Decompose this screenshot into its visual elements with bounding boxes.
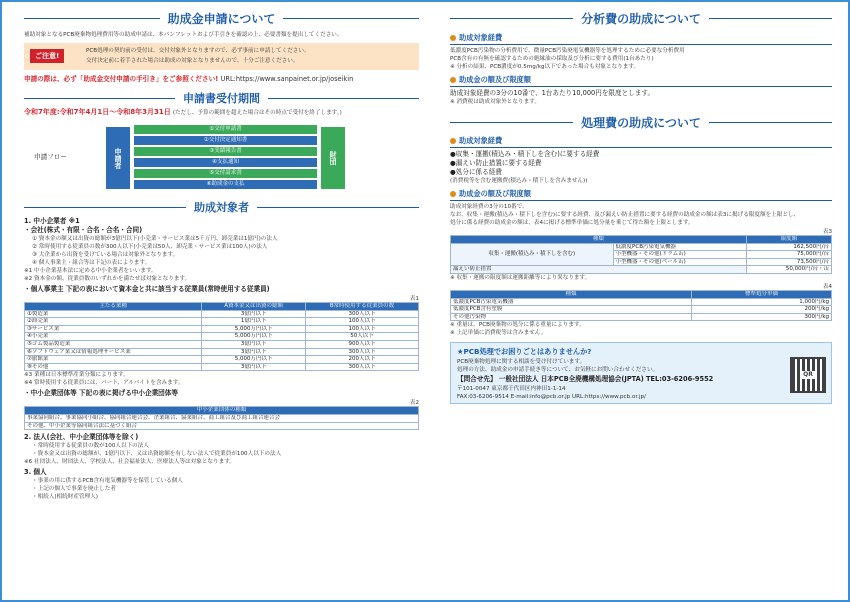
- table-cell: その他汚染物: [451, 313, 692, 321]
- table1-note-1: ※3 業種は日本標準産業分類によります。: [24, 372, 129, 379]
- table-cell: 300人以下: [306, 348, 419, 356]
- table4-note-1: ※ 重量は、PCB廃棄物の処分に係る重量によります。: [450, 322, 585, 329]
- table-cell: ⑧その他: [25, 363, 202, 371]
- table-cell: 1,000円/kg: [691, 298, 831, 306]
- analysis-heading: 分析費の助成について: [450, 10, 832, 26]
- analysis-target-line-2: PCB含有の有無を確認するための絶縁油の採取及び分析に要する費用(1台あたり): [450, 56, 654, 62]
- analysis-target-line-1: 低濃度PCB汚染物の分析費用で、微量PCB汚染廃電気機器等を処理するために必要な分析費用: [450, 48, 685, 54]
- table-row: [25, 333, 419, 341]
- table-row: [25, 363, 419, 371]
- table-cell: ⑤ゴム製品製造業: [25, 340, 202, 348]
- guide-text: 申請の際は、必ず「助成金交付申請の手引き」をご参照ください!: [24, 75, 219, 83]
- flow-foundation-box: 財団: [321, 127, 345, 189]
- disposal-target-line-1: ●収集・運搬(積込み・積下しを含む)に要する経費: [450, 150, 600, 158]
- bullet-icon: [450, 138, 456, 144]
- business-size-table: [24, 302, 419, 371]
- disposal-target-line-3: ●処分に係る経費: [450, 168, 502, 176]
- flow-step-6: ⑥助成金の支払: [134, 180, 317, 189]
- help-contact: 【問合せ先】 一般社団法人 日本PCB全廃機構処理協会(JPTA) TEL:03-6206-9552: [457, 375, 714, 384]
- table3-caption: 表3: [823, 229, 832, 235]
- section-2-note: ※6 社団法人、財団法人、学校法人、社会福祉法人、医療法人等は対象となります。: [24, 459, 235, 466]
- table3-header: 種類: [451, 236, 747, 244]
- bullet-icon: [450, 35, 456, 41]
- disposal-heading: 処理費の助成について: [450, 114, 832, 130]
- table-cell: 収集・運搬(積込み・積下しを含む): [451, 243, 614, 266]
- table1-header: A資本金又は出資の総額: [202, 303, 306, 311]
- analysis-amount-note: ※ 消費税は助成対象外となります。: [450, 99, 540, 105]
- flow-step-2: ②交付決定通知書: [134, 136, 317, 145]
- note-1: ※1 中小企業基本法に定める中小企業者をいいます。: [24, 268, 157, 274]
- table-row: [25, 422, 419, 430]
- table4-header: 標準処分単価: [691, 290, 831, 298]
- analysis-amount-heading: 助成金の額及び限度額: [450, 75, 832, 87]
- table1-caption: 表1: [410, 296, 419, 302]
- guide-line: [24, 75, 419, 84]
- table-cell: 小型機器・その他(ドラム缶): [613, 251, 746, 259]
- help-box: [450, 342, 832, 404]
- table-cell: 3億円以下: [202, 310, 306, 318]
- table-cell: 50,000円/台・缶: [746, 266, 831, 274]
- table-cell: 50人以下: [306, 333, 419, 341]
- table-cell: 200円/kg: [691, 306, 831, 314]
- table-row: [25, 325, 419, 333]
- flow-applicant-box: 申請者: [106, 127, 130, 189]
- table-row: [451, 306, 832, 314]
- table-cell: 300円/kg: [691, 313, 831, 321]
- table-cell: 3億円以下: [202, 340, 306, 348]
- table-cell: ⑥ソフトウェア業又は情報処理サービス業: [25, 348, 202, 356]
- table-cell: 5,000万円以下: [202, 333, 306, 341]
- table1-header: B常時使用する従業員の数: [306, 303, 419, 311]
- bullet-icon: [450, 191, 456, 197]
- help-line-2: 処理の方法、助成金の申請手続き等について、お気軽にお問い合わせください。: [457, 367, 659, 374]
- intro-text: 補助対象となるPCB廃棄物処理費用等の助成申請は、本パンフレットおよび手引きを確認の上、必要書類を提出してください。: [24, 32, 343, 38]
- qr-code-icon[interactable]: [790, 357, 826, 393]
- analysis-target-line-3: ※ 分析の結果、PCB濃度が0.5mg/kg以下であった場合も対象となります。: [450, 64, 640, 70]
- table-cell: 低濃度PCB汚染電気機器: [613, 243, 746, 251]
- section-3-line-3: ・相続人(相続財産管理人): [32, 494, 98, 501]
- help-title: ★PCB処理でお困りごとはありませんか?: [457, 347, 592, 357]
- table-row: [25, 318, 419, 326]
- table3-note: ※ 収集・運搬の限度額は運搬距離等により異なります。: [450, 274, 591, 281]
- table4-note-2: ※ 上記単価に消費税等は含みません。: [450, 330, 547, 337]
- section-2-line-1: ・常時使用する従業員の数が100人以下の法人: [32, 443, 149, 450]
- table-row: [25, 414, 419, 422]
- table-cell: 300人以下: [306, 363, 419, 371]
- flow-step-4: ④支払通知: [134, 158, 317, 167]
- disposal-unit-table: [450, 290, 832, 321]
- table-cell: 75,000円/台: [746, 251, 831, 259]
- table-cell: 事業協同組合、事業協同小組合、協同組合連合会、企業組合、協業組合、商工組合及び商工組合連合会: [25, 414, 419, 422]
- reception-period: [24, 108, 419, 117]
- period-dates: 令和7年度:令和7年4月1日〜令和8年3月31日: [24, 108, 171, 116]
- transport-limit-table: [450, 235, 832, 274]
- notice-badge: ご注意!: [30, 49, 64, 63]
- qr-code-label: QR: [803, 371, 813, 379]
- section-2-heading: 2. 法人(会社、中小企業団体等を除く): [24, 433, 139, 442]
- left-column: [24, 10, 419, 501]
- disposal-amount-line-2: なお、収集・運搬(積込み・積下しを含む)に要する経費、及び漏えい防止措置に要する経費の助成金の額は表3に掲げる限度額を上限とし、: [450, 212, 800, 218]
- table-row: [451, 313, 832, 321]
- notice-box: [24, 43, 419, 70]
- table-row: [451, 266, 832, 274]
- table-cell: 3億円以下: [202, 363, 306, 371]
- table-cell: 200人以下: [306, 356, 419, 364]
- reception-period-heading: 申請書受付期間: [24, 90, 419, 105]
- section-2-line-2: ・資本金又は出資の総額が、1億円以下、又は出資総額を有しない法人で従業員が100人以下の法人: [32, 451, 282, 458]
- company-line-1: ① 資本金の額又は出資の総額が3億円以下(小売業・サービス業は5千万円、卸売業は1億円)の法人: [32, 236, 278, 242]
- table-cell: 低濃度PCB汚染電気機器: [451, 298, 692, 306]
- note-2: ※2 資本金の額、従業員数のいずれかを満たせば対象となります。: [24, 276, 191, 282]
- table-cell: 73,500円/台: [746, 258, 831, 266]
- company-heading: ・会社(株式・有限・合名・合名・合同): [24, 226, 143, 234]
- table-row: [25, 356, 419, 364]
- table4-caption: 表4: [823, 283, 832, 290]
- cooperative-table: [24, 406, 419, 430]
- right-column: [450, 10, 832, 404]
- bullet-icon: [450, 77, 456, 83]
- table1-header: 主たる業種: [25, 303, 202, 311]
- table-cell: 100人以下: [306, 318, 419, 326]
- table-cell: 漏えい防止措置: [451, 266, 747, 274]
- section-3-line-2: ・上記の個人で事業を廃止した者: [32, 486, 116, 493]
- disposal-target-line-2: ●漏えい防止措置に要する経費: [450, 159, 542, 167]
- notice-line-2: 交付決定前に着手された場合は助成の対象となりませんので、十分ご注意ください。: [86, 58, 299, 64]
- individual-heading: ・個人事業主 下記の表において資本金と共に該当する従業員(常時使用する従業員): [24, 285, 270, 293]
- table-cell: その他、中小企業等協同組合法に基づく組合: [25, 422, 419, 430]
- notice-line-1: PCB処理の契約前の受付は、交付対象外となりますので、必ず事前に申請してください。: [86, 48, 310, 54]
- disposal-amount-heading: 助成金の額及び限度額: [450, 189, 832, 201]
- table-cell: 3億円以下: [202, 348, 306, 356]
- application-flow: [24, 121, 419, 197]
- table-cell: ③サービス業: [25, 325, 202, 333]
- coop-heading: ・中小企業団体等 下記の表に掲げる中小企業団体等: [24, 389, 178, 398]
- company-line-3: ③ 大企業から出資を受けている場合は対象外となります。: [32, 252, 179, 258]
- table-cell: 162,500円/台: [746, 243, 831, 251]
- disposal-amount-line-1: 助成対象経費の3分の10番で、: [450, 204, 528, 210]
- disposal-target-line-4: (消費税等を含む運搬費(積込み・積下しを含みません)): [450, 178, 588, 184]
- table4-header: 種類: [451, 290, 692, 298]
- disposal-amount-line-3: 処分に係る経費の助成金の額は、表4に掲げる標準単価に処分量を乗じて得た額を上限とします。: [450, 220, 694, 226]
- eligible-heading: 助成対象者: [24, 199, 419, 214]
- table-cell: ②卸売業: [25, 318, 202, 326]
- flow-step-5: ⑤交付請求書: [134, 169, 317, 178]
- help-address: 〒101-0047 東京都千代田区内神田1-1-14: [457, 386, 566, 393]
- table-cell: ⑦旅館業: [25, 356, 202, 364]
- section-3-line-1: ・事業の用に供するPCB含有電気機器等を保管している個人: [32, 478, 183, 485]
- table-cell: 300人以下: [306, 310, 419, 318]
- table-row: [451, 298, 832, 306]
- section-3-heading: 3. 個人: [24, 468, 47, 477]
- flow-step-1: ①交付申請書: [134, 125, 317, 134]
- table-cell: 1億円以下: [202, 318, 306, 326]
- flow-label: 申請フロー: [34, 153, 67, 161]
- table-cell: ①製造業: [25, 310, 202, 318]
- table2-caption: 表2: [410, 400, 419, 407]
- table-row: [25, 348, 419, 356]
- company-line-4: ④ 個人事業主・組合等は下記の表によります。: [32, 260, 151, 266]
- table3-header: 限度額: [746, 236, 831, 244]
- table-cell: 低濃度PCB含有塗膜: [451, 306, 692, 314]
- table-cell: ④小売業: [25, 333, 202, 341]
- grant-application-heading: 助成金申請について: [24, 10, 419, 26]
- table-cell: 900人以下: [306, 340, 419, 348]
- table-row: [25, 310, 419, 318]
- guide-url-link[interactable]: URL:https://www.sanpainet.or.jp/joseikin: [220, 75, 354, 83]
- table-cell: 5,000万円以下: [202, 356, 306, 364]
- table-row: [451, 243, 832, 251]
- help-line-1: PCB廃棄物処理に関する相談を受け付けています。: [457, 359, 586, 366]
- section-1-heading: 1. 中小企業者 ※1: [24, 217, 80, 225]
- flow-step-3: ③実績報告書: [134, 147, 317, 156]
- table-row: [25, 340, 419, 348]
- company-line-2: ② 常時使用する従業員の数が300人以下(小売業は50人、卸売業・サービス業は100人)の法人: [32, 244, 268, 250]
- disposal-target-heading: 助成対象経費: [450, 136, 832, 148]
- table-cell: 小型機器・その他(ペール缶): [613, 258, 746, 266]
- table2-header: 中小企業団体の種類: [25, 407, 419, 415]
- table1-note-2: ※4 常時使用する従業員には、パート、アルバイトを含みます。: [24, 380, 184, 387]
- period-note: (ただし、予算の範囲を超えた場合はその時点で受付を終了します。): [172, 110, 342, 116]
- analysis-target-heading: 助成対象経費: [450, 33, 832, 45]
- analysis-amount-line: 助成対象経費の3分の10番で、1台あたり10,000円を限度とします。: [450, 89, 655, 97]
- table-cell: 100人以下: [306, 325, 419, 333]
- help-fax-email-url: FAX:03-6206-9514 E-mail:info@pcb.or.jp URL:https://www.pcb.or.jp/: [457, 394, 646, 401]
- table-cell: 5,000万円以下: [202, 325, 306, 333]
